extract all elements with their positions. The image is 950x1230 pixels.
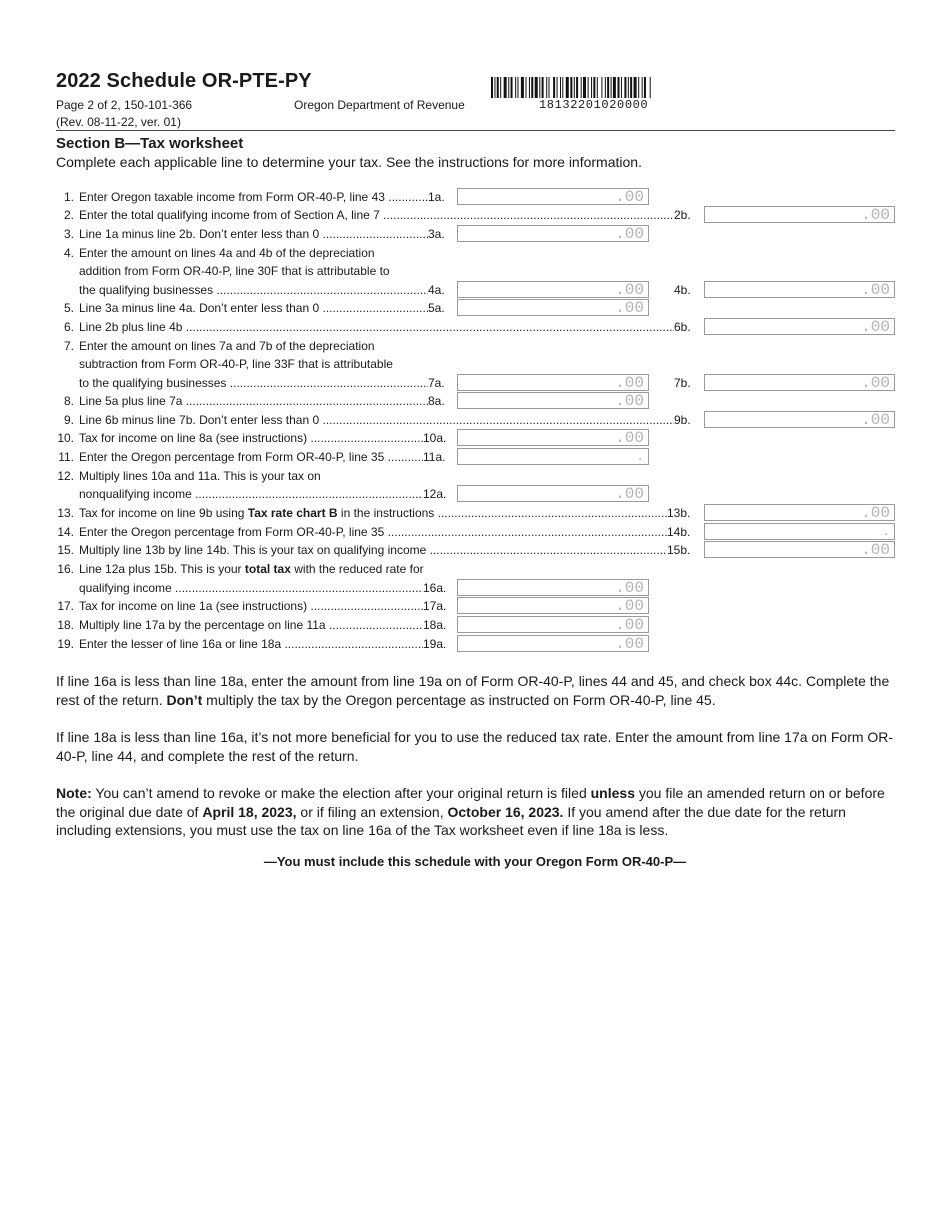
- line-4b-input[interactable]: .00: [704, 281, 895, 298]
- line-label: 3a.: [428, 227, 445, 241]
- line-12-text-1: [0, 467, 950, 485]
- line-label: 12a.: [423, 487, 447, 501]
- barcode-number: 18132201020000: [539, 98, 649, 112]
- note-paragraph: Note: You can’t amend to revoke or make the election after your original return is filed unless you file an amended return on or before the original due date of April 18, 2023, or if filing an extension, October 16, 2023. If you amend after the due date for the return including extensions, you must use the tax on line 16a of the Tax worksheet even if line 18a is less.: [56, 785, 885, 838]
- line-description: Line 6b minus line 7b. Don’t enter less than 0 .....: [79, 413, 674, 427]
- line-12: [0, 485, 950, 503]
- line-description: Tax for income on line 1a (see instructions) .....: [79, 599, 423, 613]
- line-label: 9b.: [674, 413, 691, 427]
- line-description: Multiply line 13b by line 14b. This is your tax on qualifying income .....: [79, 543, 667, 557]
- line-14: [0, 523, 950, 541]
- line-7: [0, 374, 950, 392]
- line-label: 13b.: [667, 506, 691, 520]
- line-label: 16a.: [423, 581, 447, 595]
- line-7a-input[interactable]: .00: [457, 374, 649, 391]
- line-label: 5a.: [428, 301, 445, 315]
- line-9b-input[interactable]: .00: [704, 411, 895, 428]
- line-description: addition from Form OR-40-P, line 30F that is attributable to: [79, 264, 390, 278]
- line-number: 2.: [63, 208, 74, 222]
- line-description: Enter the lesser of line 16a or line 18a .....: [79, 637, 423, 651]
- line-description: Multiply line 17a by the percentage on line 11a .....: [79, 618, 423, 632]
- line-10: [0, 429, 950, 447]
- line-number: 5.: [63, 301, 74, 315]
- line-5a-input[interactable]: .00: [457, 299, 649, 316]
- line-1a-input[interactable]: .00: [457, 188, 649, 205]
- line-number: 6.: [63, 320, 74, 334]
- line-1: [0, 188, 950, 206]
- line-11: [0, 448, 950, 466]
- line-description: qualifying income .....: [79, 581, 423, 595]
- line-description: Enter the total qualifying income from of Section A, line 7 .....: [79, 208, 674, 222]
- page-info: Page 2 of 2, 150-101-366: [56, 98, 193, 112]
- line-description: Enter Oregon taxable income from Form OR-40-P, line 43 .....: [79, 190, 428, 204]
- revision-info: (Rev. 08-11-22, ver. 01): [56, 115, 181, 129]
- section-heading: Section B—Tax worksheet: [56, 135, 244, 152]
- line-18a-input[interactable]: .00: [457, 616, 649, 633]
- line-number: 15.: [57, 543, 74, 557]
- line-6b-input[interactable]: .00: [704, 318, 895, 335]
- line-2b-input[interactable]: .00: [704, 206, 895, 223]
- line-label: 6b.: [674, 320, 691, 334]
- line-11a-input[interactable]: .: [457, 448, 649, 465]
- line-7-text-1: [0, 337, 950, 355]
- header-divider: [56, 130, 895, 131]
- line-description: Enter the amount on lines 4a and 4b of the depreciation: [79, 246, 375, 260]
- line-number: 3.: [63, 227, 74, 241]
- line-label: 10a.: [423, 431, 447, 445]
- line-4a-input[interactable]: .00: [457, 281, 649, 298]
- line-14b-input[interactable]: .: [704, 523, 895, 540]
- line-8a-input[interactable]: .00: [457, 392, 649, 409]
- line-19: [0, 635, 950, 653]
- line-label: 11a.: [423, 450, 446, 464]
- line-number: 16.: [57, 562, 74, 576]
- line-description: Line 3a minus line 4a. Don’t enter less than 0 .....: [79, 301, 428, 315]
- line-label: 7b.: [674, 376, 691, 390]
- line-label: 4a.: [428, 283, 445, 297]
- line-number: 1.: [63, 190, 74, 204]
- line-6: [0, 318, 950, 336]
- section-instructions: Complete each applicable line to determine your tax. See the instructions for more information.: [56, 154, 642, 170]
- line-15b-input[interactable]: .00: [704, 541, 895, 558]
- instruction-paragraph-2: If line 18a is less than line 16a, it’s not more beneficial for you to use the reduced tax rate. Enter the amount from line 17a on Form OR-40-P, line 44, and complete the rest of the return.: [56, 729, 894, 764]
- barcode-image: [491, 77, 703, 98]
- line-description: Multiply lines 10a and 11a. This is your tax on: [79, 469, 321, 483]
- instruction-paragraph-1: If line 16a is less than line 18a, enter the amount from line 19a on of Form OR-40-P, lines 44 and 45, and check box 44c. Complete the rest of the return. Don’t multiply the tax by the Oregon percentage as instructed on Form OR-40-P, line 45.: [56, 673, 890, 708]
- line-description: Tax for income on line 8a (see instructions) .....: [79, 431, 423, 445]
- line-description: Line 5a plus line 7a .....: [79, 394, 428, 408]
- line-18: [0, 616, 950, 634]
- line-description: Tax for income on line 9b using Tax rate chart B in the instructions .....: [79, 506, 667, 520]
- line-label: 2b.: [674, 208, 691, 222]
- line-17a-input[interactable]: .00: [457, 597, 649, 614]
- line-number: 14.: [57, 525, 74, 539]
- line-number: 4.: [63, 246, 74, 260]
- line-label: 7a.: [428, 376, 445, 390]
- line-10a-input[interactable]: .00: [457, 429, 649, 446]
- footer-notice: —You must include this schedule with your Oregon Form OR-40-P—: [263, 854, 687, 869]
- line-5: [0, 299, 950, 317]
- line-number: 13.: [57, 506, 74, 520]
- line-number: 8.: [63, 394, 74, 408]
- line-number: 10.: [57, 431, 74, 445]
- department-name: Oregon Department of Revenue: [294, 98, 465, 112]
- line-label: 17a.: [423, 599, 447, 613]
- line-13b-input[interactable]: .00: [704, 504, 895, 521]
- line-description: Enter the amount on lines 7a and 7b of the depreciation: [79, 339, 375, 353]
- line-label: 8a.: [428, 394, 445, 408]
- line-17: [0, 597, 950, 615]
- line-label: 1a.: [428, 190, 445, 204]
- line-4: [0, 281, 950, 299]
- line-number: 18.: [57, 618, 74, 632]
- line-7-text-2: [0, 355, 950, 373]
- line-label: 15b.: [667, 543, 691, 557]
- line-label: 4b.: [674, 283, 691, 297]
- form-title: 2022 Schedule OR-PTE-PY: [56, 70, 312, 92]
- line-16: [0, 579, 950, 597]
- line-2: [0, 206, 950, 224]
- line-7b-input[interactable]: .00: [704, 374, 895, 391]
- line-label: 14b.: [667, 525, 691, 539]
- line-number: 7.: [63, 339, 74, 353]
- line-description: Enter the Oregon percentage from Form OR-40-P, line 35 .....: [79, 450, 423, 464]
- line-16a-input[interactable]: .00: [457, 579, 649, 596]
- line-label: 19a.: [423, 637, 447, 651]
- line-15: [0, 541, 950, 559]
- line-description: nonqualifying income .....: [79, 487, 423, 501]
- line-13: [0, 504, 950, 522]
- line-8: [0, 392, 950, 410]
- line-description: the qualifying businesses .....: [79, 283, 428, 297]
- line-3: [0, 225, 950, 243]
- line-label: 18a.: [423, 618, 447, 632]
- line-description: Enter the Oregon percentage from Form OR-40-P, line 35 .....: [79, 525, 667, 539]
- line-3a-input[interactable]: .00: [457, 225, 649, 242]
- line-description: subtraction from Form OR-40-P, line 33F that is attributable: [79, 357, 393, 371]
- line-description: to the qualifying businesses .....: [79, 376, 428, 390]
- line-description: Line 12a plus 15b. This is your total tax with the reduced rate for: [79, 562, 424, 576]
- line-description: Line 2b plus line 4b .....: [79, 320, 674, 334]
- line-19a-input[interactable]: .00: [457, 635, 649, 652]
- line-number: 12.: [57, 469, 74, 483]
- line-description: Line 1a minus line 2b. Don’t enter less than 0 .....: [79, 227, 428, 241]
- line-number: 17.: [57, 599, 74, 613]
- line-16-text-1: [0, 560, 950, 578]
- line-9: [0, 411, 950, 429]
- line-number: 9.: [63, 413, 74, 427]
- line-12a-input[interactable]: .00: [457, 485, 649, 502]
- line-4-text-1: [0, 244, 950, 262]
- line-number: 11.: [58, 450, 74, 464]
- line-4-text-2: [0, 262, 950, 280]
- line-number: 19.: [57, 637, 74, 651]
